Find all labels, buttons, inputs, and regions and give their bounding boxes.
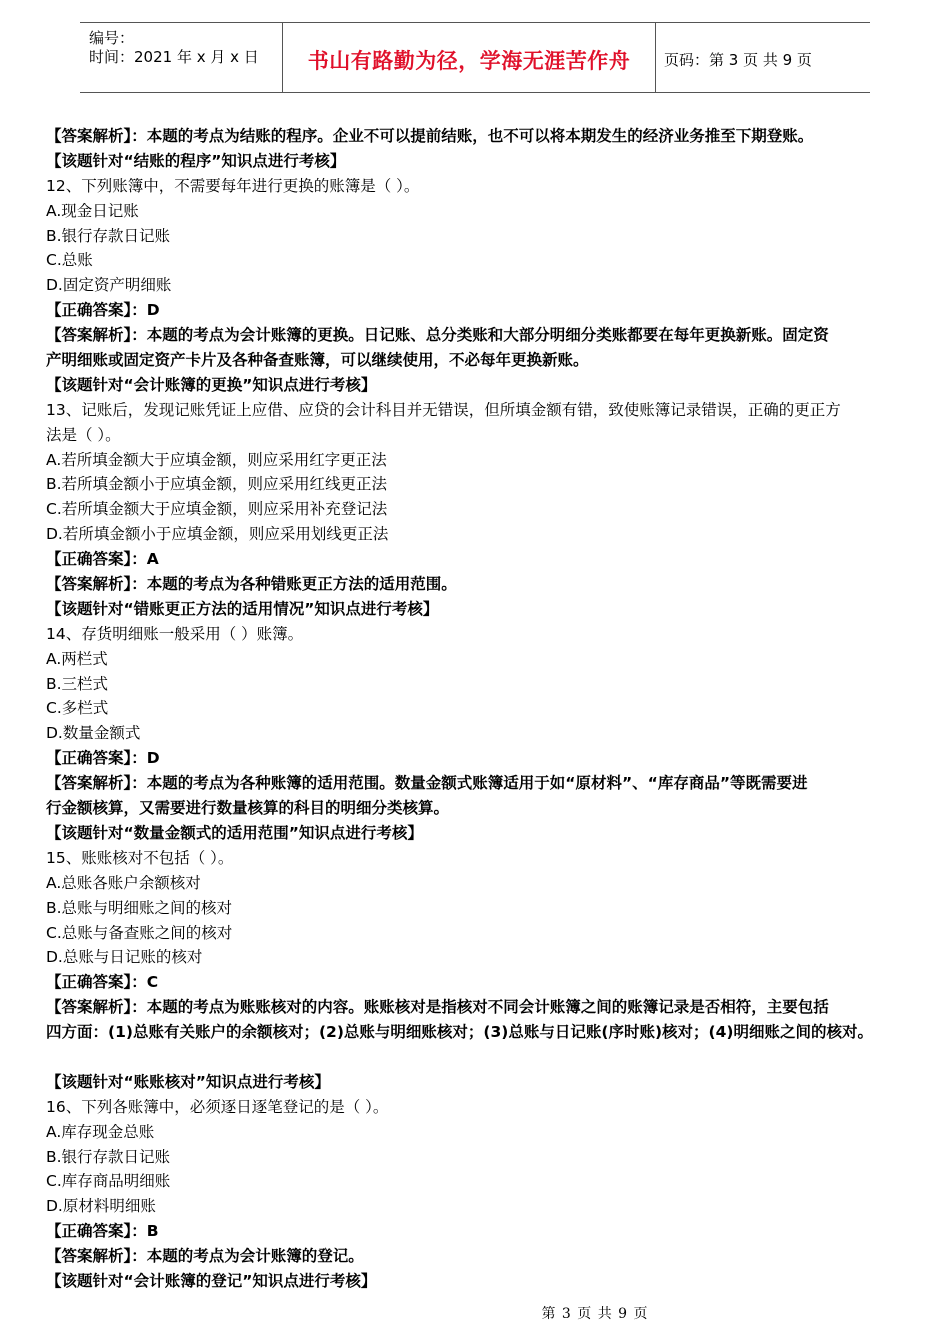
page-header: [80, 22, 870, 93]
header-page-cell: [655, 23, 870, 92]
text-line: C.总账与备查账之间的核对: [46, 923, 233, 942]
text-line: 13、记账后，发现记账凭证上应借、应贷的会计科目并无错误，但所填金额有错，致使账簿记录错误，正确的更正方: [46, 400, 841, 419]
text-line: 【正确答案】：C: [46, 973, 159, 992]
text-line: 16、下列各账簿中，必须逐日逐笔登记的是（ ）。: [46, 1097, 389, 1116]
text-line: 【正确答案】：A: [46, 550, 159, 569]
text-line: C.总账: [46, 251, 93, 270]
text-line: 法是（ ）。: [46, 425, 121, 444]
text-line: B.总账与明细账之间的核对: [46, 898, 233, 917]
text-line: 15、账账核对不包括（ ）。: [46, 848, 234, 867]
text-line: A.现金日记账: [46, 201, 139, 220]
text-line: 【答案解析】：本题的考点为结账的程序。企业不可以提前结账，也不可以将本期发生的经济业务推至下期登账。: [46, 127, 814, 145]
text-line: 【正确答案】：D: [46, 749, 160, 768]
text-line: 【答案解析】：本题的考点为会计账簿的更换。日记账、总分类账和大部分明细分类账都要在每年更换新账。固定资: [46, 326, 829, 345]
text-line: 【该题针对“结账的程序”知识点进行考核】: [46, 151, 346, 170]
text-line: 【正确答案】：D: [46, 301, 160, 320]
text-line: D.若所填金额小于应填金额，则应采用划线更正法: [46, 525, 389, 544]
text-line: 【该题针对“错账更正方法的适用情况”知识点进行考核】: [46, 599, 439, 618]
text-line: 【答案解析】：本题的考点为会计账簿的登记。: [46, 1247, 364, 1266]
text-line: D.数量金额式: [46, 724, 141, 743]
text-line: 【正确答案】：B: [46, 1222, 159, 1241]
text-line: 【该题针对“会计账簿的登记”知识点进行考核】: [46, 1271, 377, 1290]
text-line: B.若所填金额小于应填金额，则应采用红线更正法: [46, 475, 388, 494]
text-line: 【该题针对“账账核对”知识点进行考核】: [46, 1072, 330, 1091]
text-line: A.两栏式: [46, 649, 108, 668]
text-line: C.若所填金额大于应填金额，则应采用补充登记法: [46, 500, 388, 519]
text-line: A.总账各账户余额核对: [46, 873, 201, 892]
text-line: C.库存商品明细账: [46, 1172, 171, 1191]
page-footer: 第 3 页 共 9 页: [541, 1306, 649, 1322]
text-line: 产明细账或固定资产卡片及各种备查账簿，可以继续使用，不必每年更换新账。: [46, 351, 589, 370]
text-line: 12、下列账簿中，不需要每年进行更换的账簿是（ ）。: [46, 176, 420, 195]
text-line: [46, 1045, 906, 1070]
text-line: 【答案解析】：本题的考点为各种错账更正方法的适用范围。: [46, 575, 457, 594]
text-line: 四方面：(1)总账有关账户的余额核对；(2)总账与明细账核对；(3)总账与日记账(序时账)核对；(4)明细账之间的核对。: [46, 1023, 873, 1042]
text-line: B.三栏式: [46, 674, 109, 693]
text-line: 14、存货明细账一般采用（ ）账簿。: [46, 624, 304, 643]
document-body: [46, 124, 906, 1294]
text-line: D.原材料明细账: [46, 1197, 156, 1216]
header-number-label: 编号：: [89, 29, 135, 47]
header-meta-cell: [80, 23, 282, 92]
header-motto: 书山有路勤为径，学海无涯苦作舟: [307, 48, 631, 73]
text-line: B.银行存款日记账: [46, 1147, 171, 1166]
header-page-code: 页码：第 3 页 共 9 页: [664, 51, 812, 69]
header-motto-cell: [282, 23, 656, 92]
header-time-label: 时间：2021 年 x 月 x 日: [89, 48, 259, 66]
text-line: 【该题针对“会计账簿的更换”知识点进行考核】: [46, 375, 377, 394]
text-line: B.银行存款日记账: [46, 226, 171, 245]
text-line: 【答案解析】：本题的考点为账账核对的内容。账账核对是指核对不同会计账簿之间的账簿记录是否相符，主要包括: [46, 998, 829, 1017]
text-line: 【该题针对“数量金额式的适用范围”知识点进行考核】: [46, 823, 423, 842]
text-line: D.总账与日记账的核对: [46, 948, 203, 967]
text-line: 【答案解析】：本题的考点为各种账簿的适用范围。数量金额式账簿适用于如“原材料”、“库存商品”等既需要进: [46, 774, 808, 793]
text-line: 行金额核算，又需要进行数量核算的科目的明细分类核算。: [46, 799, 450, 818]
text-line: A.库存现金总账: [46, 1122, 155, 1141]
text-line: A.若所填金额大于应填金额，则应采用红字更正法: [46, 450, 387, 469]
text-line: D.固定资产明细账: [46, 276, 172, 295]
text-line: C.多栏式: [46, 699, 109, 718]
